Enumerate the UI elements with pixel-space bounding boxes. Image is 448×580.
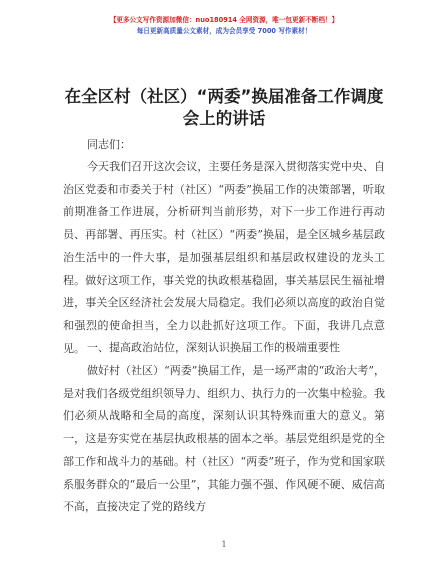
- promo-banner-line-1: 【更多公文写作资源加微信：nuo180914 全网资源，唯一包更新不断档！】: [109, 16, 339, 24]
- promo-banner-line-2: 每日更新高质量公文素材，成为会员享受 7000 写作素材！: [136, 27, 312, 35]
- document-title-line-2: 会上的讲话: [182, 109, 266, 128]
- page-number: 1: [221, 540, 227, 549]
- body-paragraph-2: 做好村（社区）“两委”换届工作，是一场严肃的“政治大考”，是对我们各级党组织领导力、组织力、执行力的一次集中检验。我们必须从战略和全局的高度，深刻认识其特殊而重大的意义。第一，这是夯实党在基层执政根基的固本之举。基层党组织是党的全部工作和战斗力的基础。村（社区）“两委”班子，作为党和国家联系服务群众的“最后一公里”，其能力强不强、作风硬不硬、威信高不高，直接决定了党的路线方: [63, 364, 385, 514]
- greeting: 同志们：: [87, 138, 131, 151]
- body-paragraph-1: 今天我们召开这次会议，主要任务是深入贯彻落实党中央、自治区党委和市委关于村（社区）“两委”换届工作的决策部署，听取前期准备工作进展，分析研判当前形势，对下一步工作进行再动员、再部署、再压实。村（社区）“两委”换届，是全区城乡基层政治生活中的一件大事，是加强基层组织和基层政权建设的龙头工程。做好这项工作，事关党的执政根基稳固，事关基层民生福祉增进，事关全区经济社会发展大局稳定。我们必须以高度的政治自觉和强烈的使命担当，全力以赴抓好这项工作。下面，我讲几点意见。: [63, 160, 385, 355]
- section-heading-1: 一、提高政治站位，深刻认识换届工作的极端重要性: [87, 341, 340, 354]
- document-title-line-1: 在全区村（社区）“两委”换届准备工作调度: [64, 87, 384, 106]
